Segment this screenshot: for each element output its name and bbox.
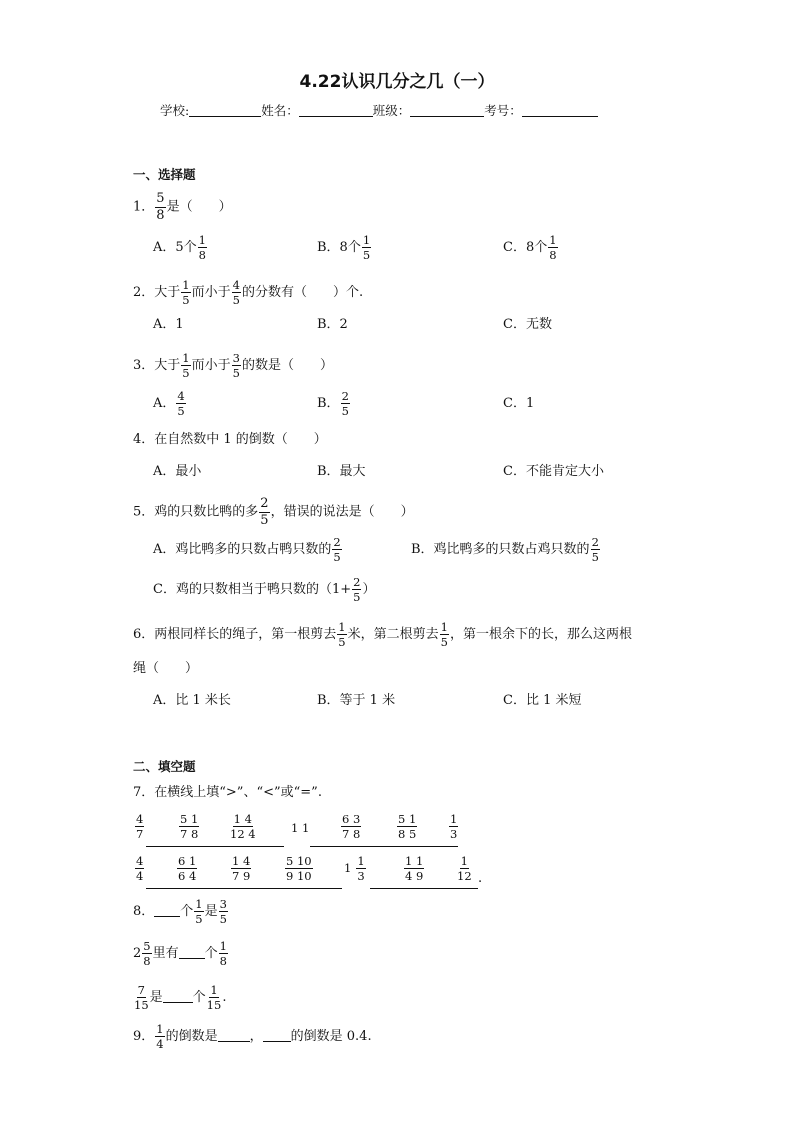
q7-r1-item7: $\frac{1}{3}$ [450,812,458,842]
page-title: 4.22认识几分之几（一） [299,72,495,92]
q1-option-a[interactable]: A．5个 $\frac{1}{8}$ [153,233,206,263]
question-5: 5．鸡的只数比鸭的多 $\frac{2}{5}$ ，错误的说法是（ ） [133,496,414,528]
q7-r1-item5: $\frac{6 3}{7 8}$ [342,812,361,842]
q4-option-a[interactable]: A．最小 [153,464,202,479]
q1-fraction: $\frac{5}{8}$ [156,191,165,223]
q3-option-b[interactable]: B． $\frac{2}{5}$ [317,389,349,419]
q2-option-c[interactable]: C．无数 [503,317,552,332]
q8-blank-2[interactable] [179,958,205,959]
q3-option-a[interactable]: A． $\frac{4}{5}$ [153,389,185,419]
q6-option-c[interactable]: C．比 1 米短 [503,693,582,708]
q7-r2-item3: $\frac{1 4}{7 9}$ [232,854,251,884]
q4-option-c[interactable]: C．不能肯定大小 [503,464,604,479]
question-1 [133,192,232,222]
student-info-line [160,105,598,118]
q8-blank-3[interactable] [163,1002,193,1003]
school-label: 学校: [160,103,190,118]
q2-option-a[interactable]: A．1 [153,317,184,332]
question-8-line-2: 2 $\frac{5}{8}$ 里有 个 $\frac{1}{8}$ [133,939,227,969]
q7-r1-item4: 1 1 [291,821,310,835]
q7-r1-item6: $\frac{5 1}{8 5}$ [398,812,417,842]
section-choice-heading: 一、选择题 [133,167,196,182]
q1-option-c[interactable]: C．8个 $\frac{1}{8}$ [503,233,557,263]
q7-r2-blank1[interactable] [146,888,342,889]
q7-r2-item4: $\frac{5 10}{9 10}$ [286,854,312,884]
question-4: 4．在自然数中 1 的倒数（ ） [133,432,327,447]
q9-blank-2[interactable] [263,1041,291,1042]
q6-line-2: 绳（ ） [133,661,199,676]
section-fill-heading: 二、填空题 [133,759,196,774]
question-3: 3．大于 $\frac{1}{5}$ 而小于 $\frac{3}{5}$ 的数是（ ） [133,351,333,381]
q7-r2-item5: 1 $\frac{1}{3}$ [344,854,365,884]
q3-option-c[interactable]: C．1 [503,396,535,411]
question-2: 2．大于 $\frac{1}{5}$ 而小于 $\frac{4}{5}$ 的分数有（ ）个. [133,278,364,308]
q6-option-b[interactable]: B．等于 1 米 [317,693,396,708]
q9-blank-1[interactable] [218,1041,250,1042]
q5-option-a[interactable]: A．鸡比鸭多的只数占鸭只数的 $\frac{2}{5}$ [153,535,341,565]
question-8-line-1: 8． 个 $\frac{1}{5}$ 是 $\frac{3}{5}$ [133,897,227,927]
q7-end: . [478,871,483,886]
q7-r1-blank2[interactable] [310,846,458,847]
q6-option-a[interactable]: A．比 1 米长 [153,693,231,708]
q7-r2-blank2[interactable] [370,888,478,889]
exam-label: 考号： [484,103,522,118]
name-blank [299,116,373,117]
q7-r1-item3: $\frac{1 4}{12 4}$ [230,812,256,842]
q7-r2-item1: $\frac{4}{4}$ [136,854,144,884]
class-blank [410,116,484,117]
q8-blank-1[interactable] [154,916,180,917]
q1-option-b[interactable]: B．8个 $\frac{1}{5}$ [317,233,371,263]
q1-number: 1． [133,199,155,215]
class-label: 班级： [372,103,411,118]
q7-r2-item2: $\frac{6 1}{6 4}$ [178,854,197,884]
exam-blank [522,116,598,117]
q5-option-c[interactable]: C．鸡的只数相当于鸭只数的（1+ $\frac{2}{5}$ ） [153,575,376,605]
question-8-line-3: $\frac{7}{15}$ 是 个 $\frac{1}{15}$ . [134,983,227,1013]
question-6: 6．两根同样长的绳子，第一根剪去 $\frac{1}{5}$ 米，第二根剪去 $\frac{1}{5}$ ，第一根余下的长，那么这两根 [133,620,632,650]
question-9: 9． $\frac{1}{4}$ 的倒数是 ， 的倒数是 0.4. [133,1022,372,1052]
q4-option-b[interactable]: B．最大 [317,464,366,479]
q7-r1-item1: $\frac{4}{7}$ [136,812,144,842]
q7-r1-blank1[interactable] [146,846,284,847]
q7-r1-item2: $\frac{5 1}{7 8}$ [180,812,199,842]
q7-r2-item7: $\frac{1}{12}$ [457,854,472,884]
q1-tail: 是（ ） [166,199,232,215]
q5-option-b[interactable]: B．鸡比鸭多的只数占鸡只数的 $\frac{2}{5}$ [411,535,599,565]
name-label: 姓名： [261,103,299,118]
question-7: 7．在横线上填“>”、“<”或“=”. [133,785,322,800]
q7-r2-item6: $\frac{1 1}{4 9}$ [405,854,424,884]
q2-option-b[interactable]: B．2 [317,317,348,332]
school-blank [189,116,261,117]
